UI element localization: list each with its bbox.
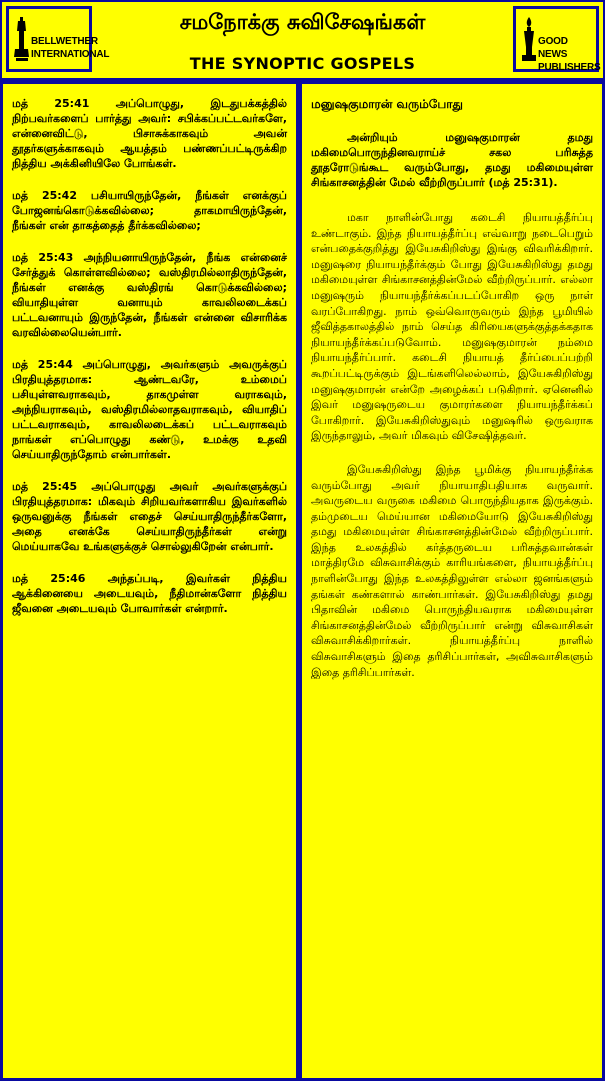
english-title: THE SYNOPTIC GOSPELS	[189, 54, 416, 73]
verse-paragraph: மத் 25:44 அப்பொழுது, அவர்களும் அவருக்குப் பிரதியுத்தரமாக: ஆண்டவரே, உம்மைப் பசியுள்ளவராகவும், தாகமுள்ள வராகவும், அந்நியராகவும், வஸ்திரமில்லாதவராகவும், வியாதிப் பட்டவராகவும், காவலிலடைக்கப் பட்டவராகவும் நாங்கள் எப்பொழுது கண்டு, உமக்கு உதவி செய்யாதிருந்தோம் என்பார்கள்.	[12, 358, 287, 461]
commentary-paragraph: மகா நாளின்போது கடைசி நியாயத்தீர்ப்பு உண்டாகும். இந்த நியாயத்தீர்ப்பு எவ்வாறு நடைபெறும் என்பதைக்குறித்து இயேசுகிறிஸ்து இங்கு விவரிக்கிறார். மனுஷரை நியாயந்தீர்க்கும் போது இயேசுகிறிஸ்து தமது மகிமையுள்ள சிங்காசனத்தின்மேல் வீற்றிருப்பார். எல்லா மனுஷரும் நியாயந்தீர்க்கப்படப்போகிற ஒரு நாள் வரப்போகிறது. நாம் ஒவ்வொருவரும் இந்த பூமியில் ஜீவித்தகாலத்தில் நாம் செய்த கிரியைகளுக்குத்தக்கதாக நியாயந்தீர்க்கப்படுவோம். மனுஷகுமாரன் நம்மை நியாயந்தீர்ப்பார். கடைசி நியாயத் தீர்ப்பைப்பற்றி கூறப்பட்டிருக்கும் இடங்களிலெல்லாம், இயேசுகிறிஸ்து மனுஷகுமாரன் என்றே அழைக்கப் படுகிறார். ஏனெனில் இவர் மனுஷருடைய குமாரர்களை நியாயந்தீர்க்கப் போகிறார். இயேசுகிறிஸ்துவும் மனுஷரில் ஒருவராக இருந்தாலும், அவர் மிகவும் விசேஷித்தவர்.	[311, 211, 593, 443]
bellwether-logo[interactable]	[6, 6, 110, 72]
good-news-logo[interactable]	[513, 6, 599, 72]
left-column	[3, 84, 296, 1078]
tamil-title: சமநோக்கு சுவிசேஷங்கள்	[179, 10, 426, 34]
header-titles	[98, 2, 507, 78]
intro-paragraph: அன்றியும் மனுஷகுமாரன் தமது மகிமைபொருந்தினவராய்ச் சகல பரிசுத்த தூதரோடுங்கூட வரும்போது, தமது மகிமையுள்ள சிங்காசனத்தின் மேல் வீற்றிருப்பார் (மத் 25:31).	[311, 131, 593, 189]
right-logo-text: GOOD NEWS PUBLISHERS	[538, 36, 601, 73]
verse-paragraph: மத் 25:41 அப்பொழுது, இடதுபக்கத்தில் நிற்பவர்களைப் பார்த்து அவர்: சபிக்கப்பட்டவர்களே, என்னைவிட்டு, பிசாசுக்காகவும் அவன் தூதர்களுக்காகவும் ஆயத்தம் பண்ணப்பட்டிருக்கிற நித்திய அக்கினியிலே போங்கள்.	[12, 97, 287, 170]
lamp-icon	[521, 17, 537, 63]
right-column	[302, 84, 602, 1078]
verse-paragraph: மத் 25:46 அந்தப்படி, இவர்கள் நித்திய ஆக்கினையை அடையவும், நீதிமான்களோ நித்திய ஜீவனை அடையவும் போவார்கள் என்றார்.	[12, 572, 287, 615]
verse-paragraph: மத் 25:45 அப்பொழுது அவர் அவர்களுக்குப் பிரதியுத்தரமாக: மிகவும் சிறியவர்களாகிய இவர்களில் ஒருவனுக்கு நீங்கள் எதைச் செய்யாதிருந்தீர்களோ, அதை எனக்கே செய்யாதிருந்தீர்கள் என்று மெய்யாகவே உங்களுக்குச் சொல்லுகிறேன் என்பார்.	[12, 480, 287, 553]
section-heading: மனுஷகுமாரன் வரும்போது	[311, 97, 463, 111]
commentary-paragraph: இயேசுகிறிஸ்து இந்த பூமிக்கு நியாயந்தீர்க்க வரும்போது அவர் நியாயாதிபதியாக வருவார். அவருடைய வருகை மகிமை பொருந்தியதாக இருக்கும். தம்முடைய மெய்யான மகிமையோடு இயேசுகிறிஸ்து தமது மகிமையுள்ள சிங்காசனத்தின்மேல் வீற்றிருப்பார். இந்த உலகத்தில் கர்த்தருடைய பரிசுத்தவான்கள் மாத்திரமே விசுவாசிக்கும் காரியங்களை, நியாயத்தீர்ப்பு நாளின்போது இந்த உலகத்திலுள்ள எல்லா ஜனங்களும் தங்கள் கண்களால் காண்பார்கள். இயேசுகிறிஸ்து தமது பிதாவின் மகிமை பொருந்தியவராக மகிமையுள்ள சிங்காசனத்தின்மேல் வீற்றிருப்பார் என்று விசுவாசிகள் விசுவாசிக்கிறார்கள். நியாயத்தீர்ப்பு நாளில் விசுவாசிகளும் இதை தரிசிப்பார்கள், அவிசுவாசிகளும் இதை தரிசிப்பார்கள்.	[311, 462, 593, 679]
verse-paragraph: மத் 25:43 அந்நியனாயிருந்தேன், நீங்க என்னைச் சேர்த்துக் கொள்ளவில்லை; வஸ்திரமில்லாதிருந்தேன், நீங்கள் எனக்கு வஸ்திரங் கொடுக்கவில்லை; வியாதியுள்ள வனாயும் காவலிலடைக்கப் பட்டவனாயும் இருந்தேன், நீங்கள் என்னை விசாரிக்க வரவில்லையென்பார்.	[12, 251, 287, 339]
bell-icon	[14, 17, 30, 63]
left-logo-text: BELLWETHER INTERNATIONAL	[31, 36, 110, 60]
header	[2, 2, 603, 78]
verse-paragraph: மத் 25:42 பசியாயிருந்தேன், நீங்கள் எனக்குப் போஜனங்கொடுக்கவில்லை; தாகமாயிருந்தேன், நீங்கள் என் தாகத்தைத் தீர்க்கவில்லை;	[12, 189, 287, 232]
